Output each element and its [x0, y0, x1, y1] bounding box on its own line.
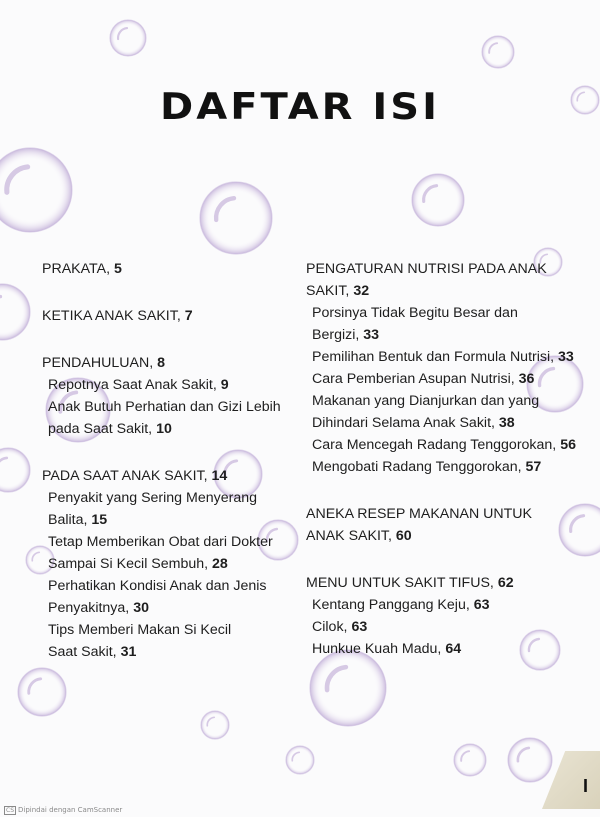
toc-entry-title: Penyakitnya, [48, 600, 130, 616]
toc-page-number: 60 [395, 528, 412, 544]
toc-entry-section [42, 305, 292, 327]
toc-line [48, 553, 292, 575]
toc-entry-sub [306, 456, 586, 478]
bubble [18, 668, 66, 716]
toc-page-number: 57 [525, 459, 542, 475]
bubble [310, 650, 386, 726]
bubble [454, 744, 486, 776]
toc-page-number: 28 [212, 556, 228, 572]
toc-page-number: 62 [497, 575, 514, 591]
toc-entry-sub [42, 531, 292, 575]
toc-entry-title: KETIKA ANAK SAKIT, [42, 308, 181, 324]
toc-entry-title: PADA SAAT ANAK SAKIT, [42, 468, 208, 484]
toc-line [42, 352, 292, 374]
toc-line [48, 418, 292, 440]
toc-line [312, 456, 586, 478]
toc-left-column [42, 258, 292, 663]
toc-line [312, 368, 586, 390]
toc-line [48, 575, 292, 597]
toc-entry-section [42, 352, 292, 374]
bubble [110, 20, 146, 56]
toc-page-number: 31 [120, 644, 137, 660]
toc-line [312, 616, 586, 638]
toc-entry-title: Tetap Memberikan Obat dari Dokter [48, 534, 273, 550]
toc-line [306, 572, 586, 594]
bubble [508, 738, 552, 782]
scanner-badge: CS [6, 807, 14, 814]
toc-page-number: 56 [560, 437, 576, 453]
toc-entry-sub [42, 396, 292, 440]
scanner-watermark [4, 806, 122, 815]
toc-page-number: 14 [211, 468, 228, 484]
toc-entry-title: Repotnya Saat Anak Sakit, [48, 377, 217, 393]
toc-entry-title: pada Saat Sakit, [48, 421, 153, 437]
toc-line [306, 258, 586, 280]
toc-line [312, 302, 586, 324]
bubble [200, 182, 272, 254]
toc-entry-section [42, 258, 292, 280]
toc-page-number: 32 [353, 283, 370, 299]
bubble [412, 174, 464, 226]
toc-entry-section [306, 572, 586, 594]
toc-entry-title: PENDAHULUAN, [42, 355, 154, 371]
toc-line [312, 638, 586, 660]
toc-page-number: 10 [156, 421, 172, 437]
toc-entry-title: MENU UNTUK SAKIT TIFUS, [306, 575, 494, 591]
toc-entry-title: Bergizi, [312, 327, 360, 343]
toc-entry-sub [306, 302, 586, 346]
toc-entry-title: Tips Memberi Makan Si Kecil [48, 622, 232, 638]
toc-entry-title: Mengobati Radang Tenggorokan, [312, 459, 522, 475]
toc-entry-sub [306, 346, 586, 368]
toc-line [312, 324, 586, 346]
toc-entry-title: Makanan yang Dianjurkan dan yang [312, 393, 540, 409]
toc-entry-title: Cara Mencegah Radang Tenggorokan, [312, 437, 557, 453]
toc-page-number: 63 [351, 619, 368, 635]
toc-line [312, 434, 586, 456]
toc-line [42, 305, 292, 327]
toc-page-number: 7 [184, 308, 193, 324]
toc-page-number: 15 [91, 512, 108, 528]
toc-line [306, 280, 586, 302]
bubble [0, 448, 30, 492]
toc-line [42, 465, 292, 487]
toc-entry-section [42, 465, 292, 487]
toc-entry-title: Saat Sakit, [48, 644, 117, 660]
bubble [0, 148, 72, 232]
toc-entry-sub [306, 434, 586, 456]
bubble [0, 284, 30, 340]
toc-line [42, 258, 292, 280]
toc-entry-title: Cara Pemberian Asupan Nutrisi, [312, 371, 515, 387]
toc-page-number: 30 [133, 600, 149, 616]
toc-entry-title: Kentang Panggang Keju, [312, 597, 470, 613]
page-title: DAFTAR ISI [160, 85, 440, 129]
toc-entry-sub [42, 619, 292, 663]
toc-line [312, 390, 586, 412]
toc-line [306, 525, 586, 547]
toc-line [48, 487, 292, 531]
toc-entry-title: Penyakit yang Sering Menyerang Balita, [48, 490, 257, 528]
toc-entry-title: Hunkue Kuah Madu, [312, 641, 442, 657]
toc-entry-sub [306, 390, 586, 434]
toc-entry-title: PRAKATA, [42, 261, 111, 277]
toc-entry-title: Dihindari Selama Anak Sakit, [312, 415, 495, 431]
bubble [286, 746, 314, 774]
toc-entry-title: Perhatikan Kondisi Anak dan Jenis [48, 578, 267, 594]
toc-entry-sub [306, 616, 586, 638]
page-number: I [582, 776, 588, 796]
bubble [201, 711, 229, 739]
toc-page-number: 9 [220, 377, 229, 393]
toc-line [48, 619, 292, 641]
toc-entry-section [306, 503, 586, 547]
toc-entry-sub [306, 368, 586, 390]
toc-line [312, 346, 586, 368]
toc-page-number: 33 [558, 349, 574, 365]
toc-page-number: 36 [518, 371, 535, 387]
toc-page-number: 33 [363, 327, 380, 343]
toc-entry-sub [42, 374, 292, 396]
toc-line [312, 594, 586, 616]
toc-entry-title: ANAK SAKIT, [306, 528, 392, 544]
toc-entry-sub [42, 487, 292, 531]
toc-page-number: 5 [114, 261, 122, 277]
toc-entry-title: Anak Butuh Perhatian dan Gizi Lebih [48, 399, 281, 415]
toc-line [48, 396, 292, 418]
scanner-text: Dipindai dengan CamScanner [18, 806, 123, 814]
toc-entry-sub [306, 594, 586, 616]
toc-page-number: 63 [473, 597, 490, 613]
toc-page-number: 8 [157, 355, 166, 371]
toc-entry-title: PENGATURAN NUTRISI PADA ANAK [306, 261, 547, 277]
toc-entry-title: Porsinya Tidak Begitu Besar dan [312, 305, 518, 321]
toc-line [48, 531, 292, 553]
toc-page-number: 38 [498, 415, 515, 431]
toc-line [48, 597, 292, 619]
toc-entry-title: ANEKA RESEP MAKANAN UNTUK [306, 506, 533, 522]
toc-line [312, 412, 586, 434]
toc-entry-title: Sampai Si Kecil Sembuh, [48, 556, 209, 572]
toc-entry-sub [306, 638, 586, 660]
toc-entry-sub [42, 575, 292, 619]
bubble [482, 36, 514, 68]
toc-entry-title: Pemilihan Bentuk dan Formula Nutrisi, [312, 349, 555, 365]
toc-entry-section [306, 258, 586, 302]
toc-right-column [306, 258, 586, 660]
toc-line [306, 503, 586, 525]
toc-line [48, 641, 292, 663]
toc-page-number: 64 [445, 641, 462, 657]
toc-entry-title: Cilok, [312, 619, 348, 635]
toc-entry-title: SAKIT, [306, 283, 350, 299]
toc-line [48, 374, 292, 396]
